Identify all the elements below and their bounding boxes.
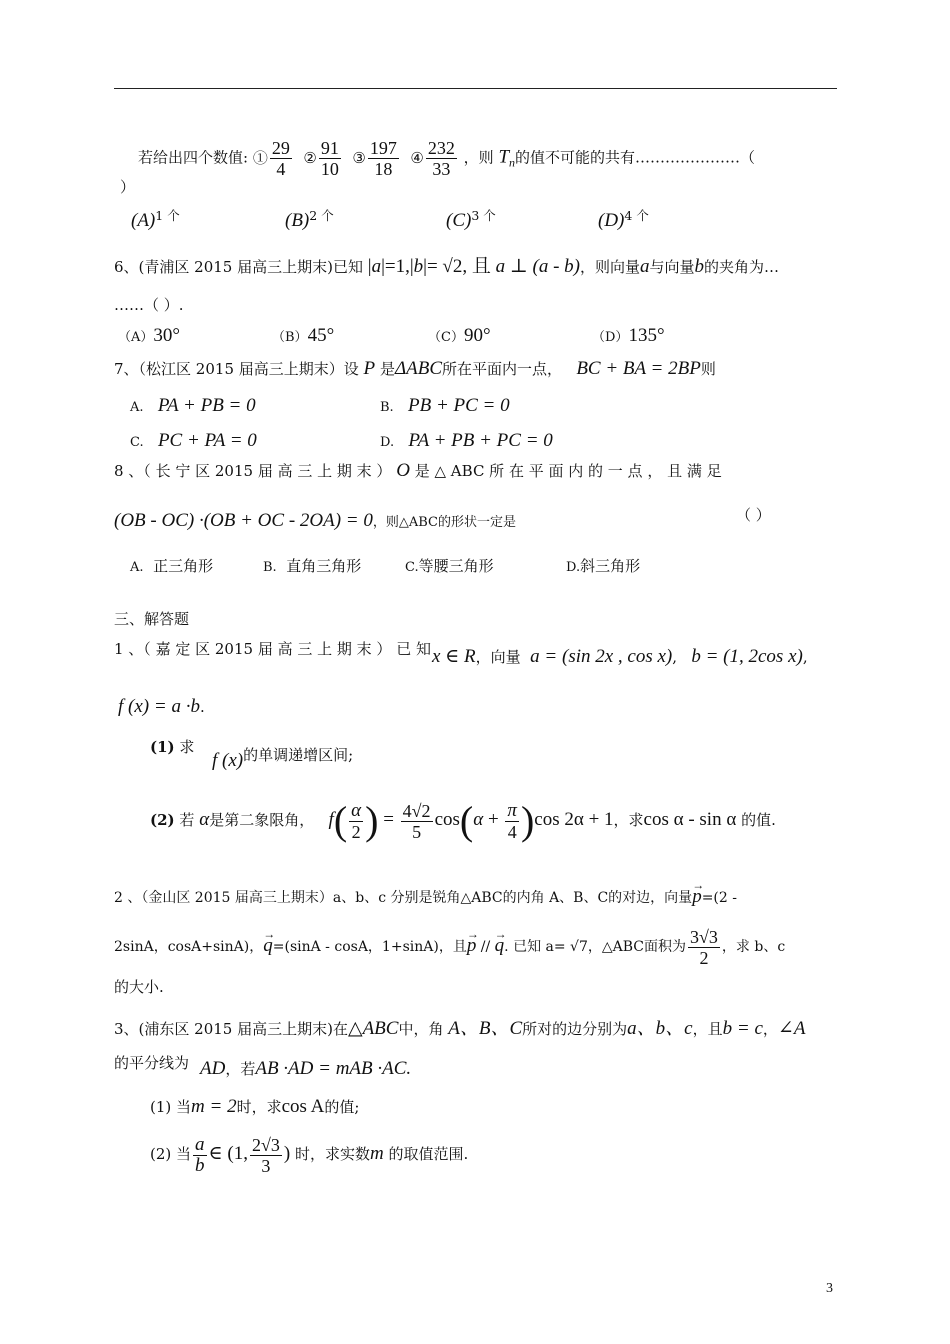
q8-option-c: C.等腰三角形: [405, 557, 494, 575]
s3-line2-math: AD，若AB ·AD = mAB ·AC.: [200, 1058, 412, 1079]
q5-option-b: $(B)^{2 个}$: [285, 208, 334, 231]
q7-option-c: C. PC + PA = 0: [130, 430, 257, 451]
q6-option-a: （A）30°: [118, 325, 180, 346]
q8-option-a: A. 正三角形: [130, 557, 214, 575]
s2-line2: 2sinA，cosA+sinA)，→ q=(sinA - cosA，1+sinA)，且→ p // → q. 已知 a= √7，△ABC面积为 $\frac{3√3}{2}$ ，求 b、c: [114, 926, 785, 968]
q8-option-b: B. 直角三角形: [263, 557, 362, 575]
s1-line: 1 、（ 嘉 定 区 2015 届 高 三 上 期 末 ） 已 知: [114, 640, 431, 658]
q5-item-2: ② $\frac{91}{10}$: [303, 138, 339, 179]
s3-line1: 3、(浦东区 2015 届高三上期末)在△ABC中，角 A、B、C所对的边分别为a、b、c，且b = c，∠A: [114, 1018, 806, 1039]
q5-line: 若给出四个数值: ① $\frac{29}{4}$ ② $\frac{91}{10}$ ③ $\frac{197}{18}$ ④ $\frac{232}{33}$ ，则 $T_n$的值不可能的共有…………………（: [138, 138, 756, 179]
s1-math: x ∈ R，向量 a = (sin 2x , cos x), b = (1, 2cos x),: [432, 646, 808, 667]
q5-item-1: ① $\frac{29}{4}$: [252, 138, 290, 179]
q7-option-b: B. PB + PC = 0: [380, 395, 510, 416]
q7-line: 7、（松江区 2015 届高三上期末）设 P 是ΔABC所在平面内一点， BC + BA = 2BP则: [114, 358, 716, 379]
q5-item-4: ④ $\frac{232}{33}$: [410, 138, 455, 179]
s1-part2: (2) 若 α是第二象限角， f( $\frac{\alpha}{2}$ ) = $\frac{4√2}{5}$ cos(α + $\frac{\pi}{4}$ )cos 2α + 1，求cos α - sin α 的值.: [150, 798, 776, 843]
s3-line2: 的平分线为: [114, 1054, 190, 1072]
s1-part1-b: f (x)的单调递增区间;: [212, 746, 354, 771]
q5-close: ）: [120, 178, 136, 196]
q5-option-d: $(D)^{4 个}$: [598, 208, 649, 231]
s3-part1: (1) 当m = 2时，求cos A的值;: [150, 1096, 360, 1117]
q5-option-c: $(C)^{3 个}$: [446, 208, 496, 231]
q6-line: 6、(青浦区 2015 届高三上期末)已知 |a|=1,|b|= √2, 且 a ⊥ (a - b)，则向量a与向量b的夹角为…: [114, 256, 780, 277]
s3-part2: (2) 当 $\frac{a}{b}$ ∈ (1, $\frac{2√3}{3}$ ) 时，求实数m 的取值范围.: [150, 1133, 469, 1176]
q8-line: 8 、（ 长 宁 区 2015 届 高 三 上 期 末 ） O 是 △ ABC 所 在 平 面 内 的 一 点 ， 且 满 足: [114, 460, 722, 481]
q8-option-d: D.斜三角形: [566, 557, 641, 575]
q7-option-d: D. PA + PB + PC = 0: [380, 430, 553, 451]
q7-option-a: A. PA + PB = 0: [130, 395, 256, 416]
q8-paren: （ ）: [736, 506, 771, 524]
s1-part1: (1) 求: [150, 738, 195, 756]
q6-line2: ……（ ）.: [114, 296, 184, 314]
q5-item-3: ③ $\frac{197}{18}$: [352, 138, 397, 179]
s1-def: f (x) = a ·b.: [118, 696, 205, 717]
q6-option-d: （D）135°: [592, 325, 665, 346]
section-heading: 三、解答题: [114, 610, 190, 628]
q6-option-c: （C）90°: [428, 325, 491, 346]
s2-line3: 的大小.: [114, 978, 164, 996]
header-rule: [114, 88, 837, 89]
q5-option-a: $(A)^{1 个}$: [131, 208, 180, 231]
q8-equation: (OB - OC) ·(OB + OC - 2OA) = 0，则△ABC的形状一定是: [114, 510, 517, 531]
q6-option-b: （B）45°: [272, 325, 335, 346]
s2-line1: 2 、（金山区 2015 届高三上期末）a、b、c 分别是锐角△ABC的内角 A、B、C的对边，向量→ p=(2 -: [114, 886, 737, 909]
page-number: 3: [826, 1281, 833, 1296]
